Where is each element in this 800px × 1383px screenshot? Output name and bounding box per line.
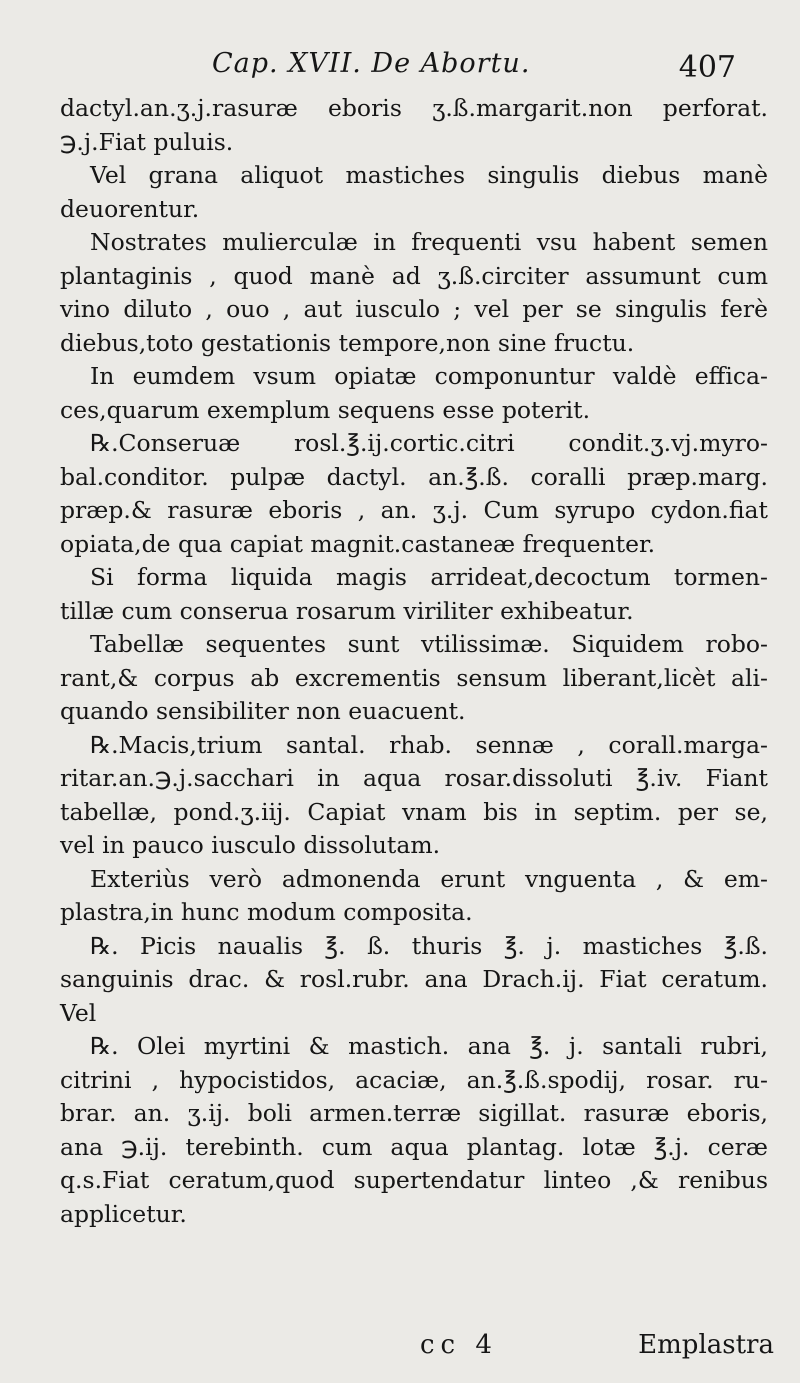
text-line: præp.& rasuræ eboris , an. ʒ.j. Cum syrupo cydon.fiat (60, 496, 768, 524)
text-line: Exteriùs verò admonenda erunt vnguenta , & em- (90, 864, 768, 893)
text-line: bal.conditor. pulpæ dactyl. an.℥.ß. coralli præp.marg. (60, 462, 768, 491)
page-number: 407 (678, 50, 736, 85)
text-line: tillæ cum conserua rosarum viriliter exhibeatur. (60, 596, 634, 625)
text-line: ana ℈.ij. terebinth. cum aqua plantag. lotæ ℥.j. ceræ (60, 1132, 768, 1161)
text-line: brar. an. ʒ.ij. boli armen.terræ sigillat. rasuræ eboris, (60, 1099, 768, 1127)
text-line: sanguinis drac. & rosl.rubr. ana Drach.ij. Fiat ceratum. (60, 965, 768, 993)
text-body (60, 92, 768, 1231)
text-line: citrini , hypocistidos, acaciæ, an.℥.ß.spodij, rosar. ru- (60, 1065, 768, 1094)
catchword: Emplastra (638, 1330, 774, 1360)
text-line: Nostrates mulierculæ in frequenti vsu habent semen (90, 228, 768, 256)
text-line: applicetur. (60, 1199, 187, 1228)
text-line: plastra,in hunc modum composita. (60, 898, 473, 926)
text-line: quando sensibiliter non euacuent. (60, 697, 466, 725)
text-line: plantaginis , quod manè ad ʒ.ß.circiter assumunt cum (60, 261, 768, 290)
text-line: dactyl.an.ʒ.j.rasuræ eboris ʒ.ß.margarit.non perforat. (60, 94, 768, 122)
text-line: Si forma liquida magis arrideat,decoctum tormen- (90, 563, 768, 591)
text-line: ℞.Macis,trium santal. rhab. sennæ , corall.marga- (90, 730, 768, 759)
text-line: ℞.Conseruæ rosl.℥.ij.cortic.citri condit.ʒ.vj.myro- (90, 429, 768, 457)
text-line: ℞. Picis naualis ℥. ß. thuris ℥. j. mastiches ℥.ß. (90, 931, 768, 960)
text-line: vino diluto , ouo , aut iusculo ; vel per se singulis ferè (60, 295, 768, 323)
text-line: ℞. Olei myrtini & mastich. ana ℥. j. santali rubri, (90, 1032, 768, 1060)
text-line: deuorentur. (60, 194, 200, 223)
text-line: ces,quarum exemplum sequens esse poterit. (60, 395, 591, 424)
text-line: tabellæ, pond.ʒ.iij. Capiat vnam bis in septim. per se, (60, 797, 768, 826)
text-line: In eumdem vsum opiatæ componuntur valdè effica- (90, 362, 768, 390)
text-line: Vel grana aliquot mastiches singulis diebus manè (90, 161, 768, 189)
text-line: vel in pauco iusculo dissolutam. (60, 831, 441, 859)
text-line: opiata,de qua capiat magnit.castaneæ frequenter. (60, 529, 656, 558)
text-line: ℈.j.Fiat puluis. (60, 127, 234, 156)
page-header (0, 48, 800, 88)
running-head: Cap. XVII. De Abortu. (212, 48, 531, 79)
text-line: ritar.an.℈.j.sacchari in aqua rosar.dissoluti ℥.iv. Fiant (60, 764, 768, 792)
text-line: Tabellæ sequentes sunt vtilissimæ. Siquidem robo- (90, 630, 768, 658)
text-line: Vel (60, 998, 97, 1027)
text-line: q.s.Fiat ceratum,quod supertendatur linteo ,& renibus (60, 1166, 768, 1194)
text-line: rant,& corpus ab excrementis sensum liberant,licèt ali- (60, 663, 768, 692)
signature-mark: cc 4 (420, 1330, 498, 1360)
page-footer (0, 1330, 800, 1370)
text-line: diebus,toto gestationis tempore,non sine fructu. (60, 328, 635, 357)
